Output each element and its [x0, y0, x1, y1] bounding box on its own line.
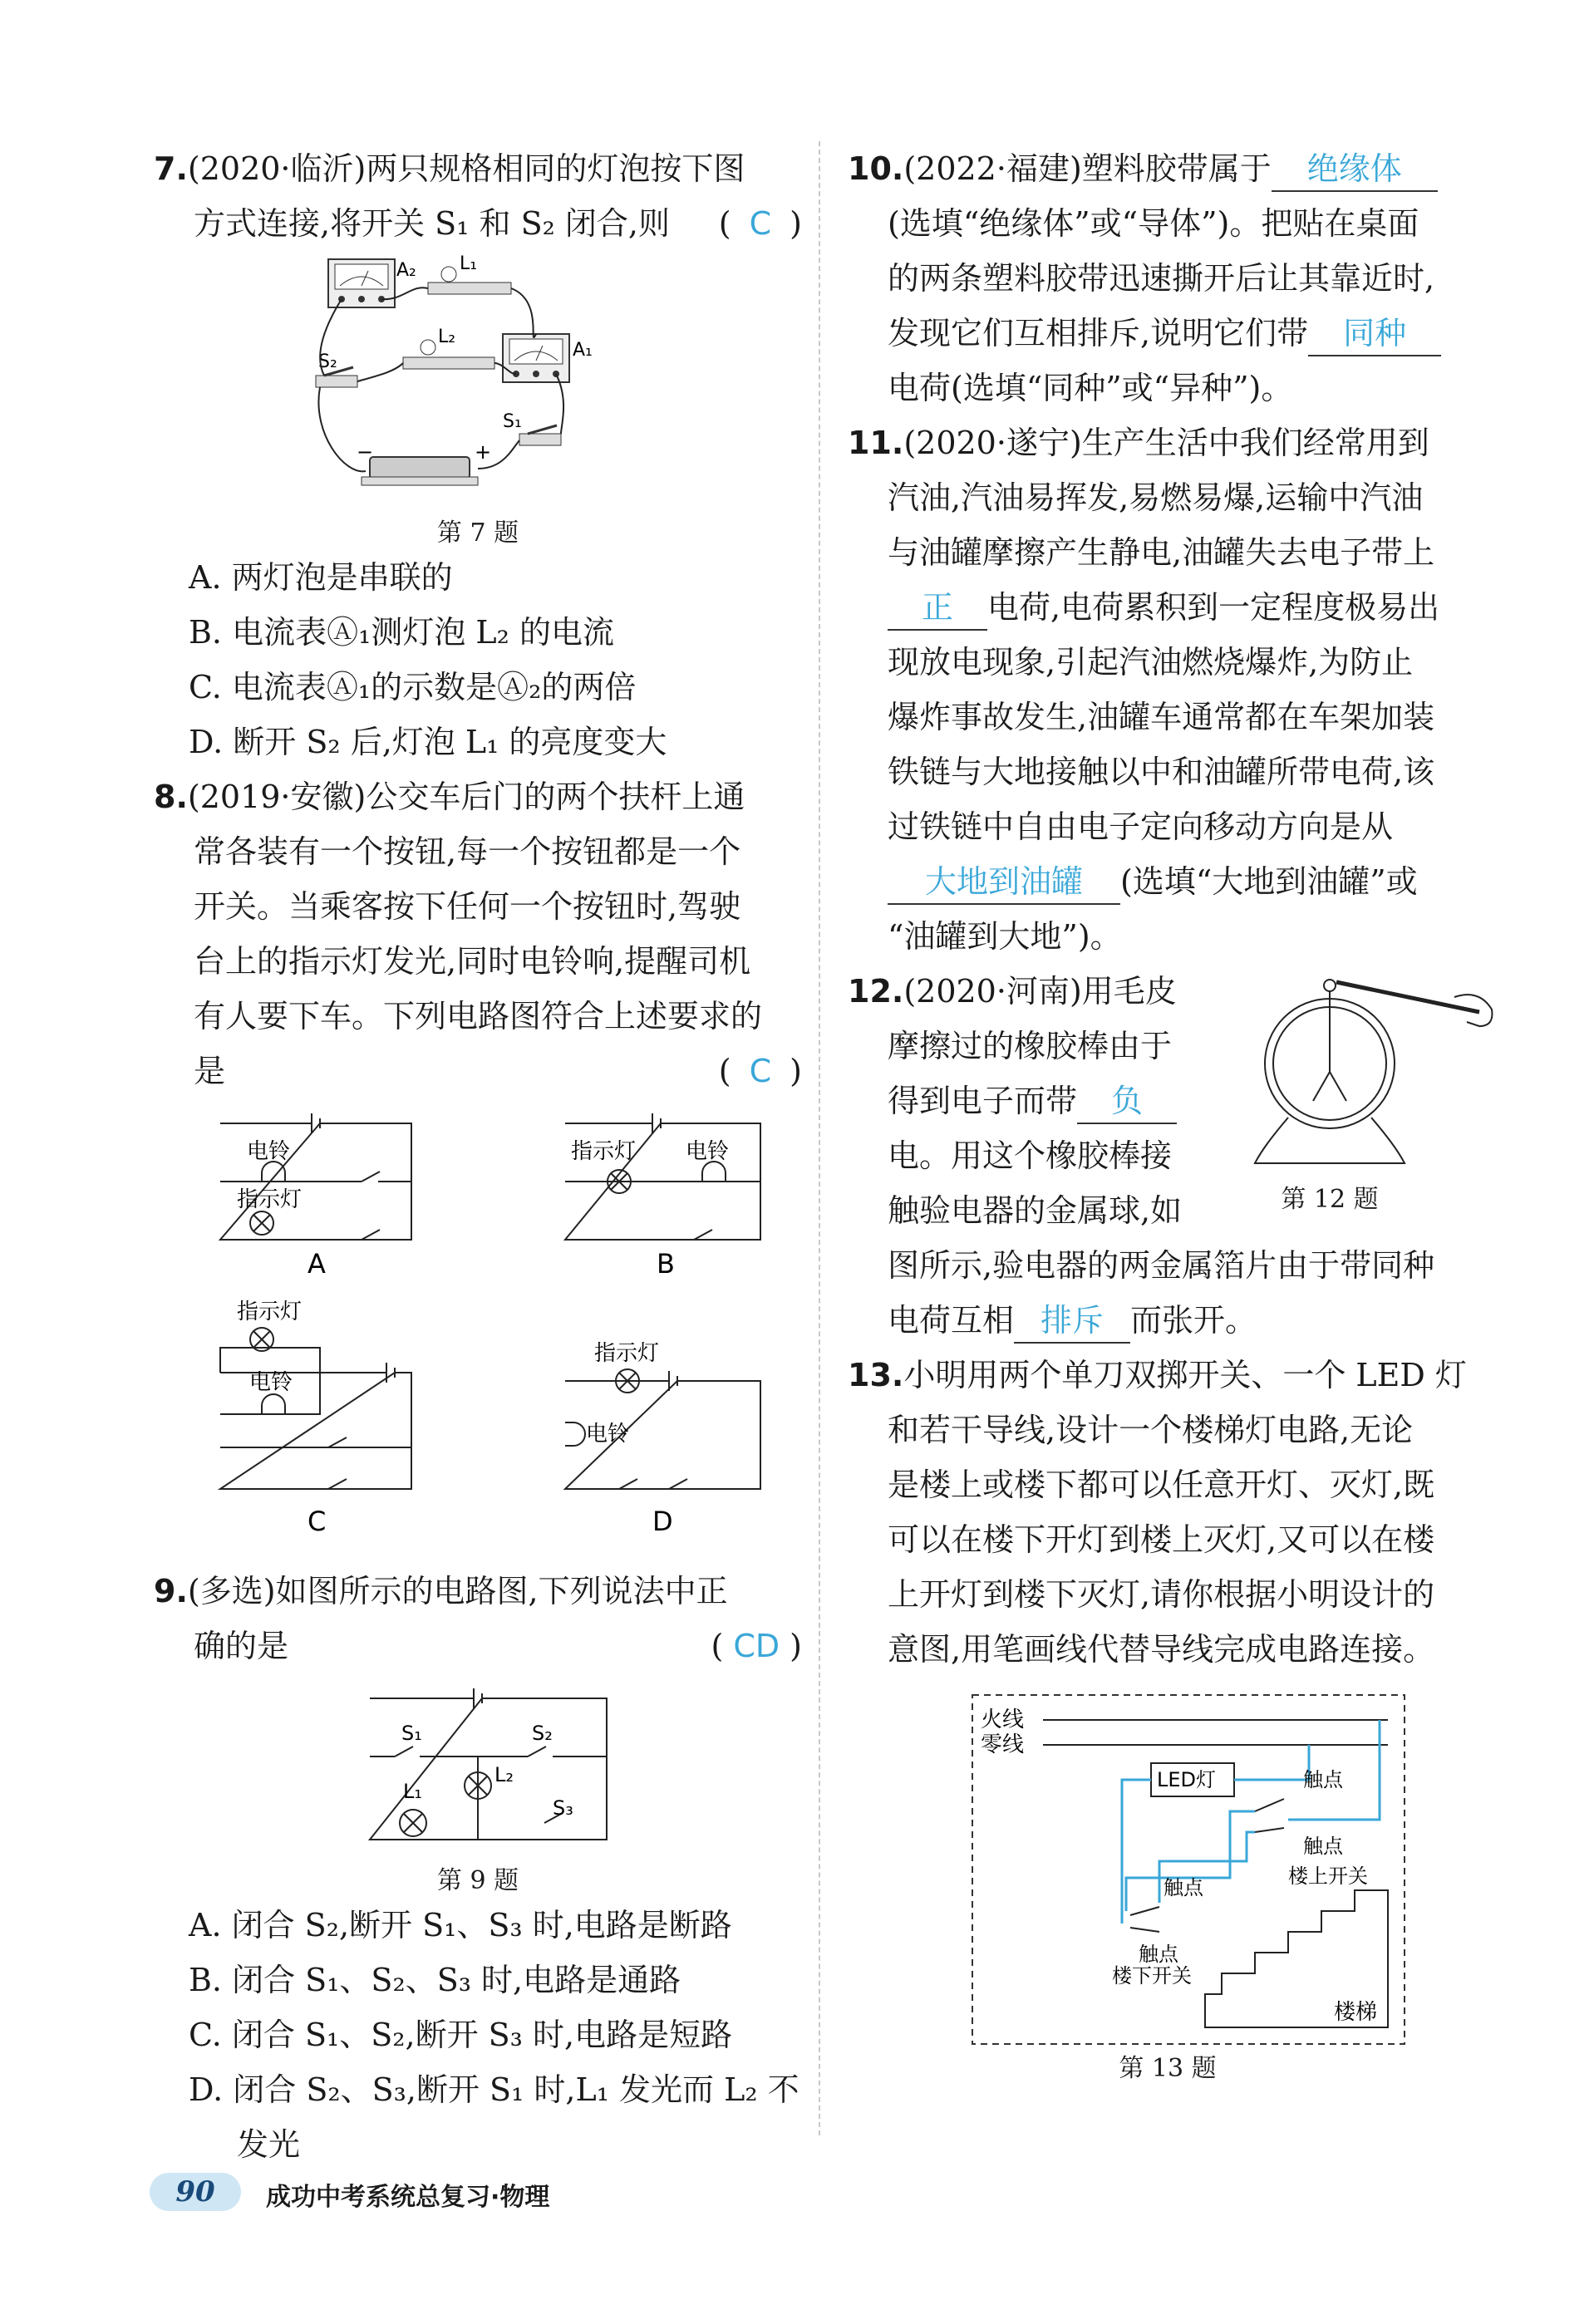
b-lamp-label: 指示灯: [571, 1139, 637, 1164]
q8-line1: [154, 769, 802, 824]
q9-answer: CD: [733, 1628, 780, 1664]
q8-answer: C: [749, 1053, 772, 1089]
q7-answer-paren: ( C ): [718, 205, 802, 242]
q13-line1: [848, 1348, 1488, 1403]
neutral-wire-label: 零线: [981, 1732, 1025, 1757]
q9-circuit-diagram: [154, 1673, 802, 1865]
a-bell-label: 电铃: [247, 1139, 291, 1164]
q13-caption: 第 13 题: [1119, 2054, 1217, 2083]
upstairs-contact-2: 触点: [1303, 1835, 1343, 1858]
d-lamp-label: 指示灯: [594, 1341, 660, 1366]
q9-caption: 第 9 题: [436, 1866, 519, 1895]
label-s1: S₁: [503, 411, 522, 432]
electroscope-diagram: [1230, 964, 1496, 1180]
q7-caption: 第 7 题: [436, 518, 519, 548]
a-option-label: A: [307, 1248, 326, 1280]
stair-light-diagram: [848, 1687, 1488, 2052]
footer: [150, 2173, 814, 2214]
q7-circuit-diagram: [154, 251, 802, 517]
q10-answer2: 同种: [1308, 312, 1441, 356]
q9-text1: (多选)如图所示的电路图,下列说法中正: [187, 1573, 728, 1609]
label-l1: L₁: [403, 1780, 422, 1803]
downstairs-contact-1: 触点: [1164, 1876, 1203, 1899]
q11-text7: 铁链与大地接触以中和油罐所带电荷,该: [888, 754, 1435, 790]
q7-option-d: D. 断开 S₂ 后,灯泡 L₁ 的亮度变大: [189, 724, 667, 760]
q13-text1: 小明用两个单刀双掷开关、一个 LED 灯: [903, 1357, 1467, 1393]
q10-line1: [848, 141, 1488, 196]
q12-answer2: 排斥: [1014, 1299, 1130, 1344]
q12-line1: [848, 964, 1238, 1019]
q11-text5: 现放电现象,引起汽油燃烧爆炸,为防止: [888, 644, 1414, 680]
q9-option-a: A. 闭合 S₂,断开 S₁、S₃ 时,电路是断路: [189, 1907, 732, 1943]
q10-text2: (选填“绝缘体”或“导体”)。把贴在桌面: [888, 205, 1419, 242]
battery: [362, 457, 478, 485]
q11-text9: (选填“大地到油罐”或: [1120, 863, 1418, 900]
q10-text3: 的两条塑料胶带迅速撕开后让其靠近时,: [888, 260, 1435, 297]
q13-text5: 上开灯到楼下灭灯,请你根据小明设计的: [888, 1576, 1435, 1613]
q9-option-c: C. 闭合 S₁、S₂,断开 S₃ 时,电路是短路: [189, 2017, 733, 2053]
q10-number: 10.: [848, 150, 904, 187]
question-8: [154, 769, 802, 1564]
b-bell-label: 电铃: [686, 1139, 730, 1164]
q7-text2: 方式连接,将开关 S₁ 和 S₂ 闭合,则: [194, 205, 671, 242]
upstairs-switch-label: 楼上开关: [1288, 1865, 1368, 1888]
q9-line2: [154, 1619, 802, 1673]
label-s2: S₂: [532, 1722, 553, 1745]
q9-text2: 确的是: [194, 1628, 289, 1664]
q8-text6: 是: [194, 1053, 226, 1089]
q11-text4: 电荷,电荷累积到一定程度极易出: [987, 589, 1440, 626]
q13-number: 13.: [848, 1357, 904, 1393]
q7-line2: [154, 196, 802, 251]
ammeter-a2: [328, 259, 395, 307]
q10-answer1: 绝缘体: [1272, 147, 1438, 192]
q12-text-block: [848, 964, 1238, 1238]
right-column: [848, 141, 1488, 2086]
q12-text7: 电荷互相: [888, 1302, 1015, 1339]
d-bell-label: 电铃: [586, 1422, 630, 1447]
a-lamp-label: 指示灯: [237, 1187, 303, 1212]
led-label: LED灯: [1157, 1768, 1217, 1791]
q7-option-a: A. 两灯泡是串联的: [189, 559, 453, 596]
question-13: [848, 1348, 1488, 2086]
q10-text4: 发现它们互相排斥,说明它们带: [888, 315, 1309, 351]
q11-line1: [848, 415, 1488, 470]
q12-figure: [1230, 964, 1496, 1216]
page-number: 90: [150, 2173, 241, 2211]
b-option-label: B: [657, 1248, 675, 1280]
q13-figure: [848, 1687, 1488, 2052]
stairs-label: 楼梯: [1334, 2000, 1378, 2025]
q13-text2: 和若干导线,设计一个楼梯灯电路,无论: [888, 1412, 1414, 1448]
q8-figure: [154, 1098, 802, 1564]
q12-caption: 第 12 题: [1281, 1185, 1379, 1214]
q8-text5: 有人要下车。下列电路图符合上述要求的: [194, 998, 763, 1034]
q12-text7-post: 而张开。: [1130, 1302, 1257, 1339]
q8-text1: (2019·安徽)公交车后门的两个扶杆上通: [187, 779, 745, 815]
q12-number: 12.: [848, 973, 904, 1010]
c-option-label: C: [307, 1506, 327, 1537]
q7-figure: [154, 251, 802, 517]
circuit-a: [220, 1113, 411, 1240]
circuit-b: [565, 1113, 760, 1240]
column-divider: [819, 141, 820, 2135]
upstairs-contact-1: 触点: [1303, 1768, 1343, 1791]
q7-text1: (2020·临沂)两只规格相同的灯泡按下图: [187, 150, 745, 187]
question-10: [848, 141, 1488, 415]
q13-text3: 是楼上或楼下都可以任意开灯、灭灯,既: [888, 1467, 1435, 1503]
q7-line1: [154, 141, 802, 196]
q12-answer1: 负: [1077, 1079, 1177, 1124]
q12-text3: 得到电子而带: [888, 1083, 1078, 1119]
q8-circuit-options: [154, 1098, 802, 1564]
q8-number: 8.: [154, 779, 188, 815]
question-12: [848, 964, 1488, 1348]
label-s2: S₂: [318, 351, 337, 372]
label-s1: S₁: [401, 1722, 422, 1745]
q10-text5: 电荷(选填“同种”或“异种”)。: [888, 370, 1293, 406]
q11-text6: 爆炸事故发生,油罐车通常都在车架加装: [888, 699, 1435, 735]
question-7: [154, 141, 802, 769]
q11-text8: 过铁链中自由电子定向移动方向是从: [888, 808, 1394, 845]
label-a2: A₂: [396, 260, 416, 281]
q11-line9: [848, 854, 1488, 909]
q11-text1: (2020·遂宁)生产生活中我们经常用到: [903, 425, 1429, 461]
live-wire-label: 火线: [981, 1707, 1025, 1732]
q12-line3: [848, 1074, 1238, 1128]
q11-answer2: 大地到油罐: [888, 860, 1120, 905]
question-9: [154, 1564, 802, 2172]
q9-option-b: B. 闭合 S₁、S₂、S₃ 时,电路是通路: [189, 1962, 681, 1998]
q11-text2: 汽油,汽油易挥发,易燃易爆,运输中汽油: [888, 479, 1424, 516]
q9-option-d-cont: 发光: [237, 2126, 301, 2163]
q12-text1: (2020·河南)用毛皮: [903, 973, 1177, 1010]
q10-line4: [848, 306, 1488, 361]
q7-number: 7.: [154, 150, 188, 187]
q11-number: 11.: [848, 425, 904, 461]
label-a1: A₁: [573, 340, 593, 361]
q11-answer1: 正: [888, 586, 987, 631]
q9-option-d: D. 闭合 S₂、S₃,断开 S₁ 时,L₁ 发光而 L₂ 不: [189, 2071, 799, 2108]
q7-option-c: C. 电流表Ⓐ₁的示数是Ⓐ₂的两倍: [189, 669, 637, 705]
label-s3: S₃: [553, 1796, 573, 1820]
q9-number: 9.: [154, 1573, 188, 1609]
d-option-label: D: [652, 1506, 673, 1537]
label-l2: L₂: [494, 1763, 514, 1786]
q12-line7: [848, 1293, 1488, 1348]
q7-answer: C: [749, 205, 772, 242]
c-lamp-label: 指示灯: [237, 1300, 303, 1324]
label-minus: −: [357, 440, 374, 464]
q8-text4: 台上的指示灯发光,同时电铃响,提醒司机: [194, 943, 751, 980]
q7-option-b: B. 电流表Ⓐ₁测灯泡 L₂ 的电流: [189, 614, 614, 651]
left-column: [154, 141, 802, 2172]
downstairs-contact-2: 触点: [1139, 1943, 1178, 1966]
q12-text6: 图所示,验电器的两金属箔片由于带同种: [888, 1247, 1435, 1284]
q13-text4: 可以在楼下开灯到楼上灭灯,又可以在楼: [888, 1521, 1435, 1558]
q11-text3: 与油罐摩擦产生静电,油罐失去电子带上: [888, 534, 1435, 571]
label-plus: +: [475, 440, 492, 464]
q8-answer-paren: ( C ): [718, 1053, 802, 1089]
ammeter-a1: [503, 334, 569, 382]
label-l1: L₁: [460, 253, 478, 274]
q13-text6: 意图,用笔画线代替导线完成电路连接。: [888, 1631, 1435, 1668]
q8-text2: 常各装有一个按钮,每一个按钮都是一个: [194, 833, 741, 870]
q11-text10: “油罐到大地”)。: [888, 918, 1122, 955]
q9-answer-paren: ( CD ): [711, 1628, 802, 1664]
q12-text2: 摩擦过的橡胶棒由于: [888, 1028, 1173, 1064]
label-l2: L₂: [438, 327, 456, 347]
q9-figure: [154, 1673, 802, 1865]
question-11: [848, 415, 1488, 964]
drawn-wires: [1122, 1720, 1380, 1924]
switch-s1: [519, 425, 561, 445]
q8-text3: 开关。当乘客按下任何一个按钮时,驾驶: [194, 888, 741, 925]
c-bell-label: 电铃: [249, 1370, 293, 1395]
q9-line1: [154, 1564, 802, 1619]
downstairs-switch-label: 楼下开关: [1112, 1964, 1192, 1987]
q8-line6: [154, 1044, 802, 1098]
q12-text4: 电。用这个橡胶棒接: [888, 1137, 1173, 1174]
q10-text1: (2022·福建)塑料胶带属于: [903, 150, 1272, 187]
circuit-c: [220, 1328, 411, 1489]
book-title: 成功中考系统总复习·物理: [266, 2183, 550, 2212]
q12-text5: 触验电器的金属球,如: [888, 1192, 1183, 1229]
q11-line4: [848, 580, 1488, 635]
